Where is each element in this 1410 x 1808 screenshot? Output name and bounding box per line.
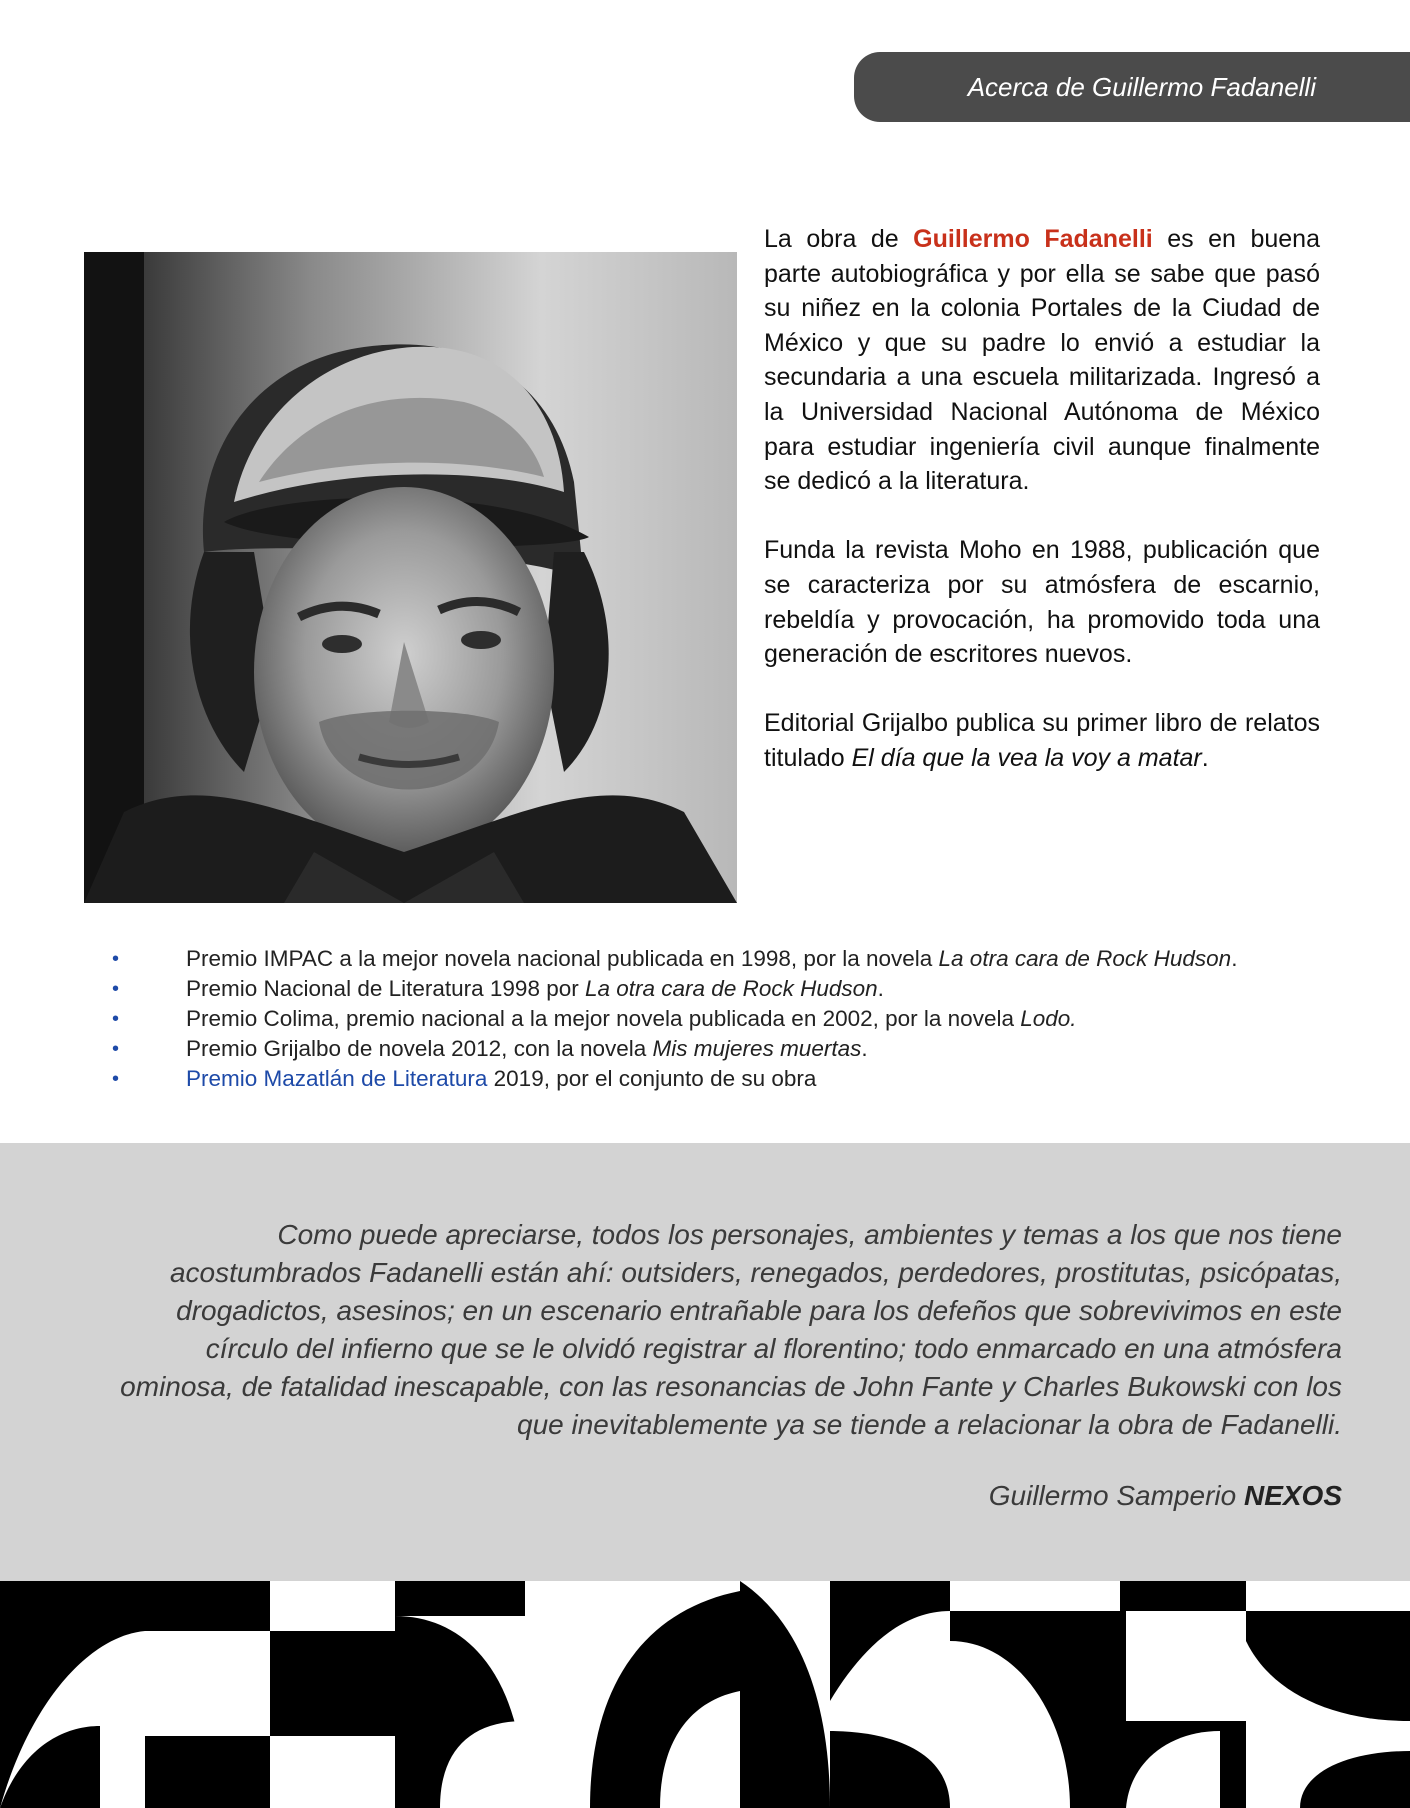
quote-source: NEXOS [1243, 1480, 1342, 1511]
award-item: • Premio Grijalbo de novela 2012, con la novela Mis mujeres muertas. [112, 1034, 1372, 1064]
book-title: El día que la vea la voy a matar [851, 743, 1202, 772]
award-link-mazatlan[interactable]: Premio Mazatlán de Literatura [186, 1066, 488, 1091]
bullet-icon: • [112, 948, 120, 970]
portrait-image [84, 252, 737, 903]
bullet-icon: • [112, 1068, 120, 1090]
biography-text [764, 222, 1320, 810]
bullet-icon: • [112, 978, 120, 1000]
bio-paragraph-2: Funda la revista Moho en 1988, publicación que se caracteriza por su atmósfera de escarnio, rebeldía y provocación, ha promovido toda una generación de escritores nuevos. [764, 536, 1320, 669]
decorative-pattern [0, 1581, 1410, 1808]
award-item: • Premio IMPAC a la mejor novela nacional publicada en 1998, por la novela La otra cara de Rock Hudson. [112, 944, 1372, 974]
author-portrait [84, 252, 737, 903]
award-item: • Premio Mazatlán de Literatura 2019, por el conjunto de su obra [112, 1064, 1372, 1094]
bullet-icon: • [112, 1038, 120, 1060]
bio-paragraph-3: Editorial Grijalbo publica su primer libro de relatos titulado El día que la vea la voy a matar. [764, 709, 1320, 772]
section-header-title: Acerca de Guillermo Fadanelli [967, 71, 1316, 102]
awards-list [112, 944, 1372, 1094]
geometric-pattern-graphic [0, 1581, 1410, 1808]
award-item: • Premio Nacional de Literatura 1998 por La otra cara de Rock Hudson. [112, 974, 1372, 1004]
review-quote: Como puede apreciarse, todos los personajes, ambientes y temas a los que nos tiene acostumbrados Fadanelli están ahí: outsiders, renegados, perdedores, prostitutas, psicópatas, drogadictos, asesinos; en un escenario entrañable para los defeños que sobrevivimos en este círculo del infierno que se le olvidó registrar al florentino; todo enmarcado en una atmósfera ominosa, de fatalidad inescapable, con las resonancias de John Fante y Charles Bukowski con los que inevitablemente ya se tiende a relacionar la obra de Fadanelli. [120, 1219, 1342, 1440]
bullet-icon: • [112, 1008, 120, 1030]
bio-paragraph-1: La obra de Guillermo Fadanelli es en buena parte autobiográfica y por ella se sabe que pasó su niñez en la colonia Portales de la Ciudad de México y que su padre lo envió a estudiar la secundaria a una escuela militarizada. Ingresó a la Universidad Nacional Autónoma de México para estudiar ingeniería civil aunque finalmente se dedicó a la literatura. [764, 225, 1320, 496]
section-header-tab [854, 52, 1410, 122]
award-item: • Premio Colima, premio nacional a la mejor novela publicada en 2002, por la novela Lodo. [112, 1004, 1372, 1034]
author-name-highlight: Guillermo Fadanelli [913, 225, 1153, 253]
quote-attribution [989, 1480, 1342, 1512]
quote-author: Guillermo Samperio [988, 1480, 1237, 1511]
